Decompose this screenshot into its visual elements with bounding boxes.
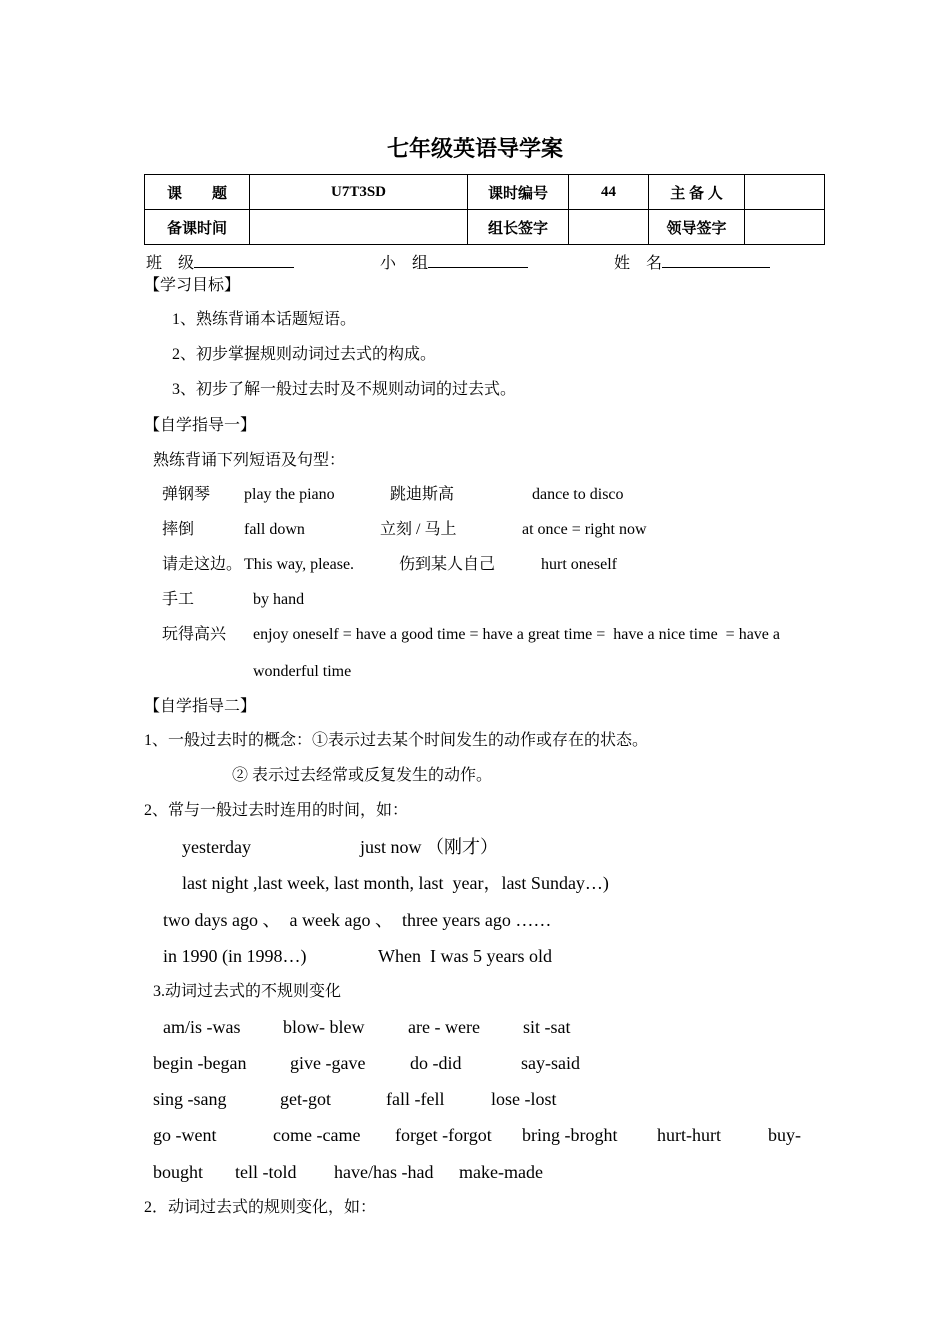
topic-label: 课 题: [145, 175, 250, 210]
phrase-en: enjoy oneself = have a good time = have a great time = have a nice time = have a: [253, 626, 780, 643]
irregular-verb: come -came: [273, 1125, 361, 1145]
prep-time-value: [250, 210, 468, 245]
table-row: [145, 210, 825, 245]
lesson-info-table: [144, 174, 825, 245]
phrase-en-continued: wonderful time: [253, 663, 352, 680]
group-leader-signature-label: 组长签字: [468, 210, 569, 245]
phrase-cn: 请走这边。: [162, 556, 243, 573]
topic-value: U7T3SD: [250, 175, 468, 210]
irregular-verb: fall -fell: [386, 1089, 445, 1109]
guide1-intro: 熟练背诵下列短语及句型：: [153, 452, 346, 469]
lesson-number-label: 课时编号: [468, 175, 569, 210]
time-word: last night ,last week, last month, last year，last Sunday…): [182, 873, 609, 893]
regular-verbs-heading: 2．动词过去式的规则变化，如：: [144, 1199, 377, 1216]
phrase-cn: 手工: [162, 591, 195, 608]
irregular-verb: bring -broght: [522, 1125, 618, 1145]
group-blank[interactable]: [428, 253, 528, 268]
phrase-cn: 玩得高兴: [162, 626, 227, 643]
irregular-verb: lose -lost: [491, 1089, 557, 1109]
irregular-verb: am/is -was: [163, 1017, 241, 1037]
goals-heading: 【学习目标】: [144, 277, 241, 294]
past-tense-concept-2: ② 表示过去经常或反复发生的动作。: [232, 767, 493, 784]
phrase-cn: 摔倒: [162, 521, 195, 538]
guide1-heading: 【自学指导一】: [144, 417, 257, 434]
phrase-en: hurt oneself: [541, 556, 617, 573]
phrase-en: fall down: [244, 521, 305, 538]
time-word: two days ago 、 a week ago 、 three years ago ……: [163, 910, 552, 930]
name-label: 姓 名: [614, 253, 770, 272]
phrase-cn: 弹钢琴: [162, 486, 211, 503]
time-word: in 1990 (in 1998…): [163, 946, 307, 966]
prep-time-label: 备课时间: [145, 210, 250, 245]
time-word: just now （刚才）: [360, 837, 499, 857]
lesson-number-value: 44: [569, 175, 649, 210]
irregular-verb: blow- blew: [283, 1017, 365, 1037]
time-words-intro: 2、常与一般过去时连用的时间，如：: [144, 802, 409, 819]
time-word: When I was 5 years old: [378, 946, 552, 966]
group-label: 小 组: [380, 253, 528, 272]
irregular-heading: 3.动词过去式的不规则变化: [153, 983, 342, 1000]
leader-signature-label: 领导签字: [649, 210, 745, 245]
past-tense-concept: 1、一般过去时的概念：①表示过去某个时间发生的动作或存在的状态。: [144, 732, 649, 749]
irregular-verb: sing -sang: [153, 1089, 227, 1109]
irregular-verb: get-got: [280, 1089, 331, 1109]
irregular-verb: sit -sat: [523, 1017, 571, 1037]
phrase-cn: 立刻 / 马上: [380, 521, 457, 538]
goal-item: 2、初步掌握规则动词过去式的构成。: [172, 346, 437, 363]
phrase-en: dance to disco: [532, 486, 624, 503]
preparer-value: [745, 175, 825, 210]
class-blank[interactable]: [194, 253, 294, 268]
phrase-en: play the piano: [244, 486, 335, 503]
irregular-verb: begin -began: [153, 1053, 247, 1073]
irregular-verb: forget -forgot: [395, 1125, 492, 1145]
irregular-verb: have/has -had: [334, 1162, 434, 1182]
phrase-cn: 伤到某人自己: [399, 556, 496, 573]
goal-item: 1、熟练背诵本话题短语。: [172, 311, 357, 328]
irregular-verb: hurt-hurt: [657, 1125, 721, 1145]
irregular-verb: give -gave: [290, 1053, 366, 1073]
class-label: 班 级: [146, 253, 294, 272]
irregular-verb: say-said: [521, 1053, 580, 1073]
phrase-en: by hand: [253, 591, 305, 608]
irregular-verb: tell -told: [235, 1162, 297, 1182]
goal-item: 3、初步了解一般过去时及不规则动词的过去式。: [172, 381, 517, 398]
irregular-verb: do -did: [410, 1053, 462, 1073]
phrase-cn: 跳迪斯高: [390, 486, 455, 503]
guide2-heading: 【自学指导二】: [144, 698, 257, 715]
leader-signature-value: [745, 210, 825, 245]
preparer-label: 主 备 人: [649, 175, 745, 210]
time-word: yesterday: [182, 837, 251, 857]
irregular-verb: buy-: [768, 1125, 801, 1145]
group-leader-signature-value: [569, 210, 649, 245]
irregular-verb: bought: [153, 1162, 204, 1182]
irregular-verb: make-made: [459, 1162, 543, 1182]
phrase-en: This way, please.: [244, 556, 355, 573]
name-blank[interactable]: [662, 253, 770, 268]
irregular-verb: are - were: [408, 1017, 480, 1037]
page-title: 七年级英语导学案: [386, 136, 563, 161]
irregular-verb: go -went: [153, 1125, 217, 1145]
phrase-en: at once = right now: [522, 521, 647, 538]
table-row: [145, 175, 825, 210]
